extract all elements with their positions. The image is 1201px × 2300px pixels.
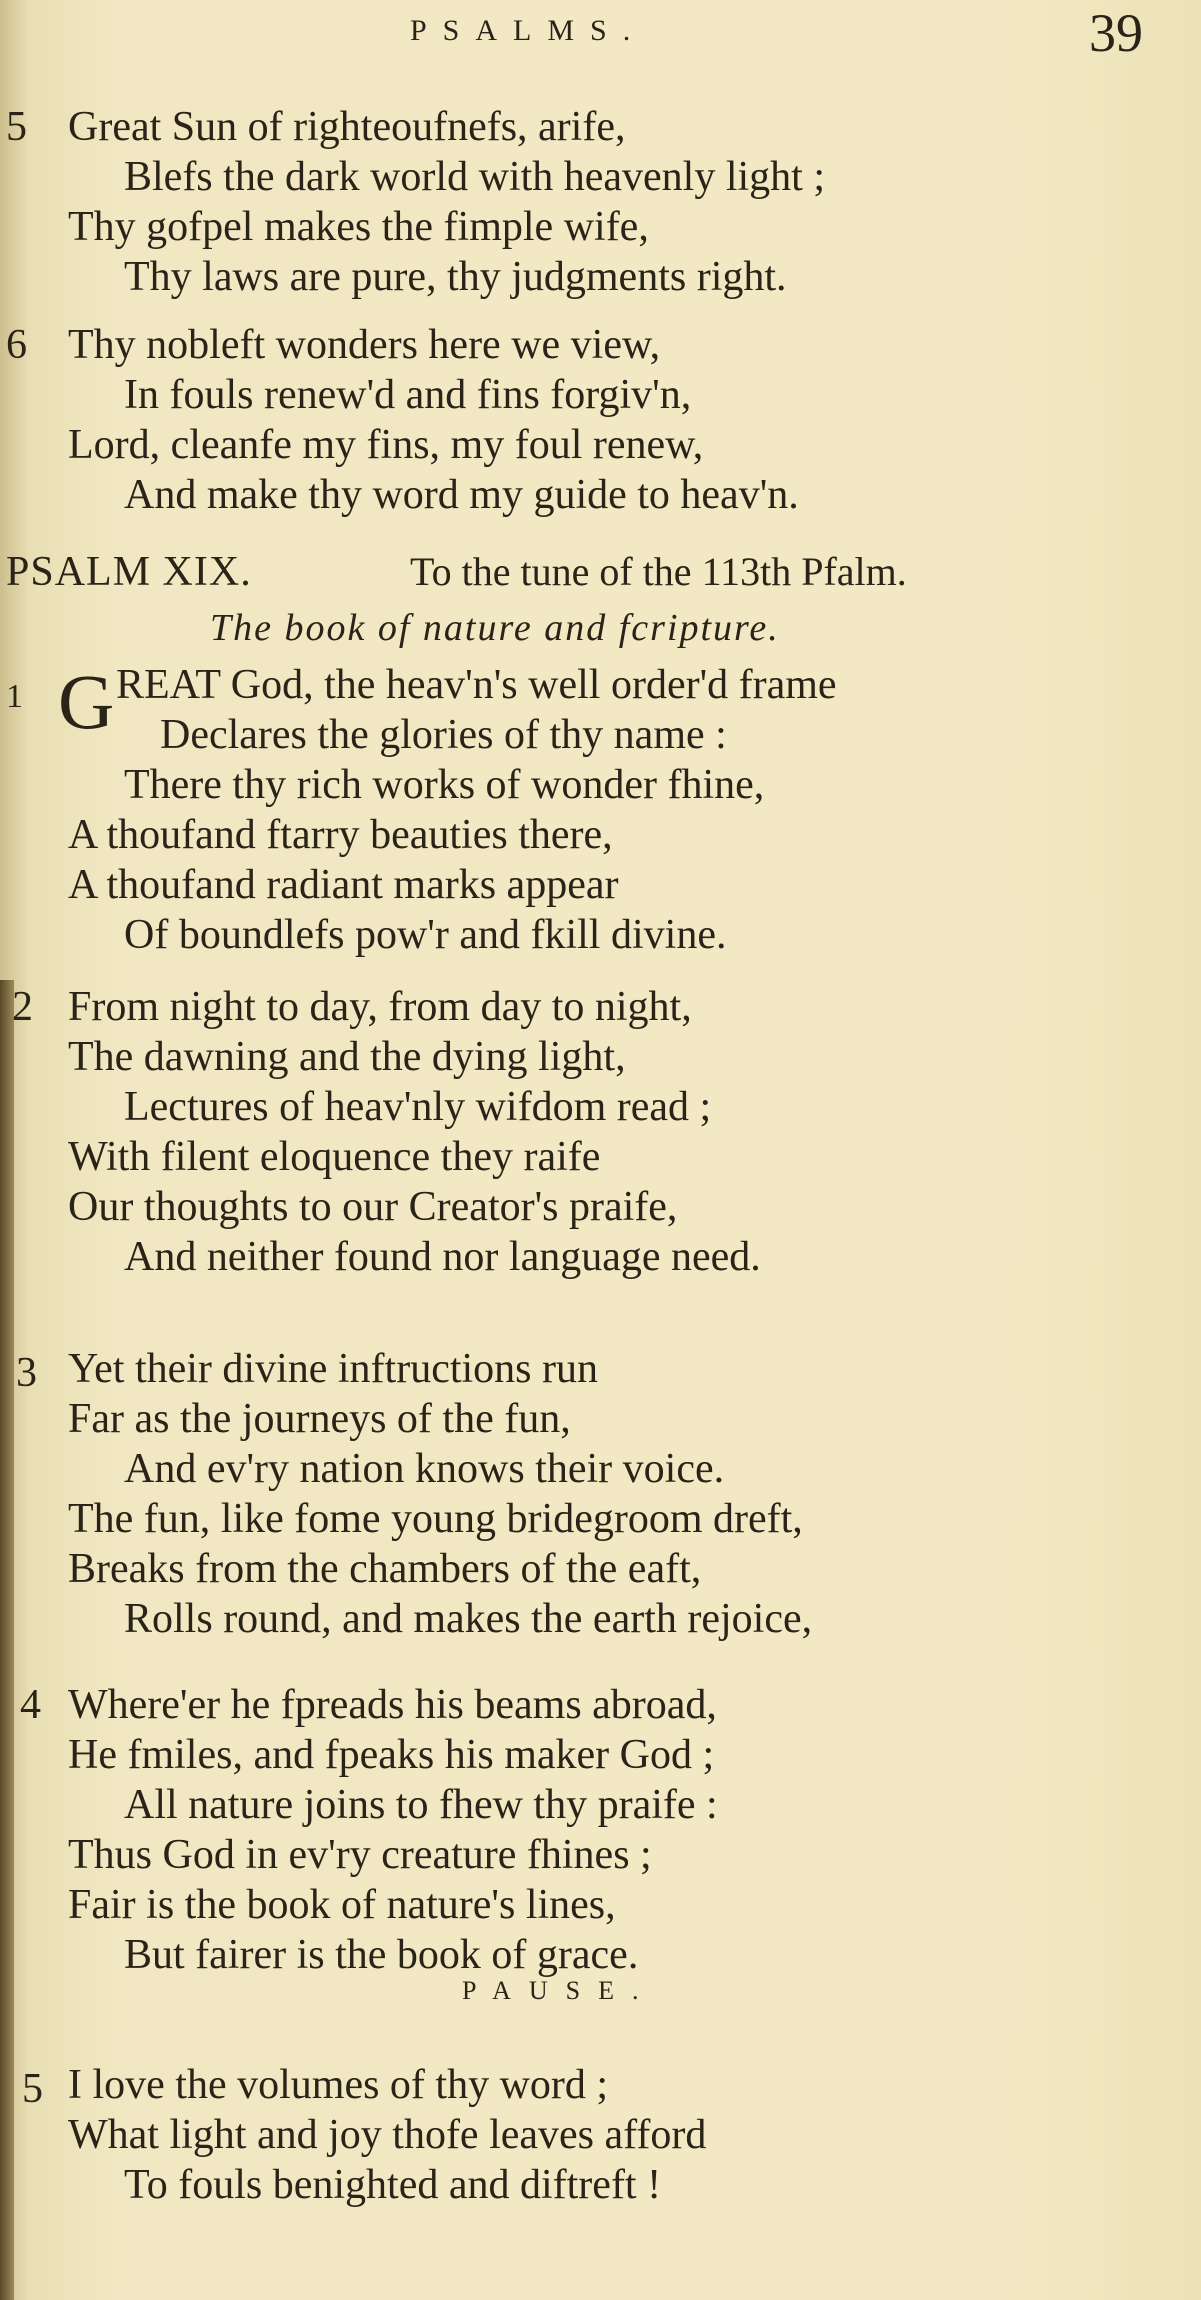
verse-line: The fun, like fome young bridegroom dreft, (68, 1496, 803, 1542)
verse-line: With filent eloquence they raife (68, 1134, 601, 1180)
verse-number: 1 (6, 678, 23, 715)
verse-number: 3 (16, 1350, 37, 1396)
verse-line: Lectures of heav'nly wifdom read ; (124, 1084, 712, 1130)
verse-line: There thy rich works of wonder fhine, (124, 762, 765, 808)
psalm-title: PSALM XIX. (6, 549, 252, 595)
verse-line: I love the volumes of thy word ; (68, 2062, 609, 2108)
verse-number: 4 (20, 1682, 41, 1728)
pause-marker: PAUSE. (462, 1976, 657, 2005)
psalm-subtitle: The book of nature and fcripture. (210, 607, 780, 649)
verse-line: And make thy word my guide to heav'n. (124, 472, 799, 518)
verse-line: Rolls round, and makes the earth rejoice, (124, 1596, 813, 1642)
verse-line: Thy nobleft wonders here we view, (68, 322, 661, 368)
verse-line: Our thoughts to our Creator's praife, (68, 1184, 678, 1230)
verse-line: A thoufand ftarry beauties there, (68, 812, 613, 858)
verse-line: Where'er he fpreads his beams abroad, (68, 1682, 717, 1728)
verse-line: Lord, cleanfe my fins, my foul renew, (68, 422, 704, 468)
verse-line: All nature joins to fhew thy praife : (124, 1782, 718, 1828)
page-gutter-shadow (0, 980, 14, 2300)
verse-line: Thy gofpel makes the fimple wife, (68, 204, 649, 250)
tune-note: To the tune of the 113th Pfalm. (410, 549, 907, 594)
verse-number: 5 (22, 2066, 43, 2112)
verse-line: Blefs the dark world with heavenly light ; (124, 154, 826, 200)
verse-line: Far as the journeys of the fun, (68, 1396, 571, 1442)
verse-line: Declares the glories of thy name : (160, 712, 727, 758)
stanza-number: 5 (6, 104, 27, 150)
verse-line: And neither found nor language need. (124, 1234, 761, 1280)
verse-line: Great Sun of righteoufnefs, arife, (68, 104, 626, 150)
page-header (0, 0, 1201, 63)
verse-line: Fair is the book of nature's lines, (68, 1882, 616, 1928)
verse-line: Thus God in ev'ry creature fhines ; (68, 1832, 652, 1878)
verse-line: From night to day, from day to night, (68, 984, 692, 1030)
verse-line: But fairer is the book of grace. (124, 1932, 639, 1978)
verse-line: In fouls renew'd and fins forgiv'n, (124, 372, 692, 418)
stanza-number: 6 (6, 322, 27, 368)
verse-number: 2 (12, 984, 33, 1030)
verse-line: To fouls benighted and diftreft ! (124, 2162, 662, 2208)
verse-line: The dawning and the dying light, (68, 1034, 626, 1080)
verse-line: REAT God, the heav'n's well order'd frame (116, 662, 837, 708)
verse-line: Of boundlefs pow'r and fkill divine. (124, 912, 727, 958)
verse-line: He fmiles, and fpeaks his maker God ; (68, 1732, 715, 1778)
running-head: PSALMS. (410, 14, 647, 47)
verse-line: A thoufand radiant marks appear (68, 862, 619, 908)
page-number: 39 (1089, 3, 1143, 63)
verse-line: What light and joy thofe leaves afford (68, 2112, 707, 2158)
verse-line: Thy laws are pure, thy judgments right. (124, 254, 787, 300)
verse-line: Breaks from the chambers of the eaft, (68, 1546, 702, 1592)
verse-line: And ev'ry nation knows their voice. (124, 1446, 725, 1492)
drop-cap: G (58, 658, 115, 745)
verse-line: Yet their divine inftructions run (68, 1346, 599, 1392)
